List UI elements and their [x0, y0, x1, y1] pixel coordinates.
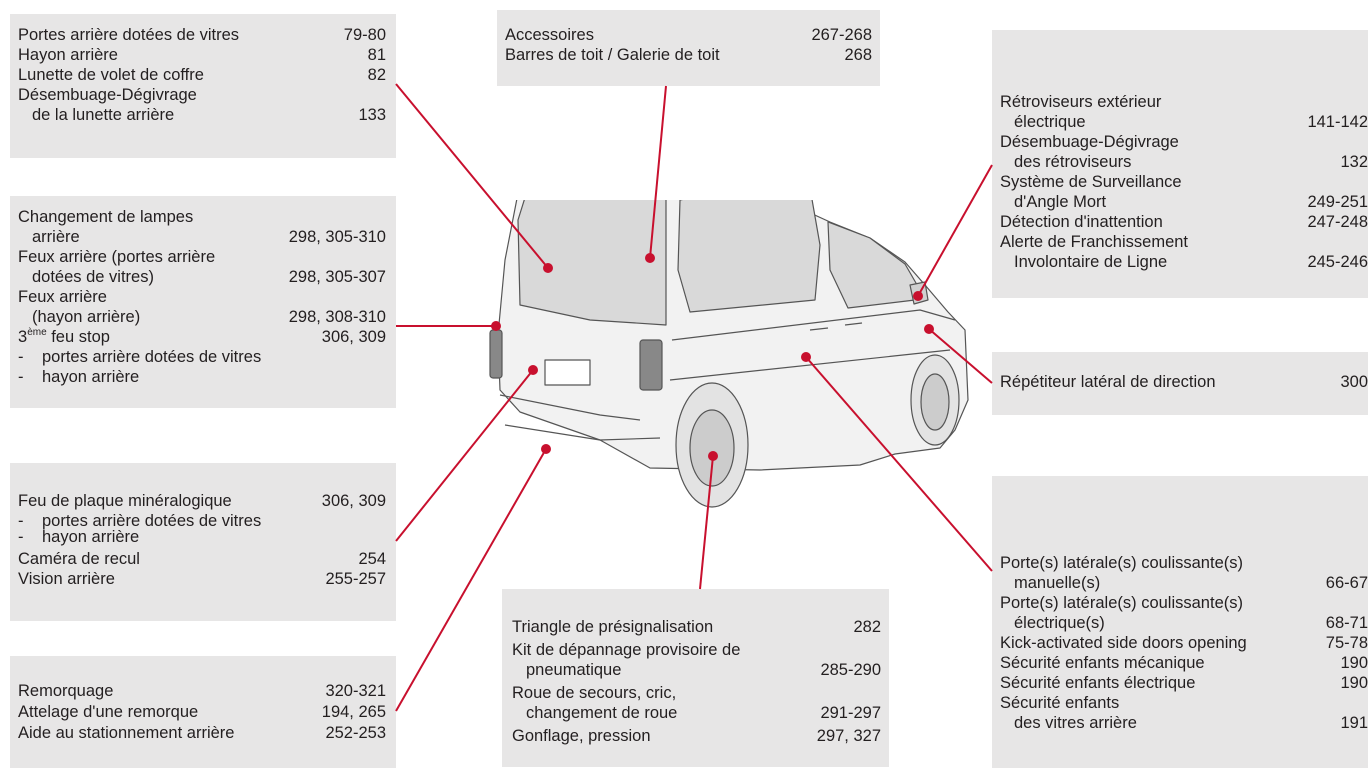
callout-row: électrique(s) 68-71 — [1014, 614, 1368, 632]
callout-row: Détection d'inattention 247-248 — [1000, 213, 1368, 231]
callout-row: Porte(s) latérale(s) coulissante(s) — [1000, 554, 1243, 572]
callout-row: électrique 141-142 — [1014, 113, 1368, 131]
page-ref[interactable]: 268 — [844, 46, 872, 64]
page-ref[interactable]: 255-257 — [325, 570, 386, 588]
third-brake-light-label: 3ème feu stop — [18, 326, 110, 346]
marker-dot — [541, 444, 551, 454]
page-ref[interactable]: 298, 305-310 — [288, 228, 386, 246]
page-ref[interactable]: 298, 308-310 — [288, 308, 386, 326]
page-ref[interactable]: 81 — [367, 46, 386, 64]
callout-row: Changement de lampes — [18, 208, 194, 226]
marker-dot — [645, 253, 655, 263]
callout-row: Sécurité enfants mécanique 190 — [1000, 654, 1368, 672]
callout-row: Triangle de présignalisation 282 — [512, 618, 881, 636]
marker-dot — [543, 263, 553, 273]
page-ref[interactable]: 68-71 — [1325, 614, 1368, 632]
callout-row: (hayon arrière) 298, 308-310 — [32, 308, 386, 326]
page-ref[interactable]: 306, 309 — [321, 328, 386, 346]
callout-row: dotées de vitres) 298, 305-307 — [32, 268, 386, 286]
callout-row: Sécurité enfants — [1000, 694, 1120, 712]
callout-row: Feux arrière — [18, 288, 107, 306]
callout-row: d'Angle Mort 249-251 — [1014, 193, 1368, 211]
page-ref[interactable]: 300 — [1340, 373, 1368, 391]
callout-row: Rétroviseurs extérieur — [1000, 93, 1162, 111]
callout-row: Répétiteur latéral de direction 300 — [1000, 373, 1368, 391]
callout-row: - portes arrière dotées de vitres — [18, 512, 262, 530]
callout-row: Système de Surveillance — [1000, 173, 1182, 191]
callout-row: Portes arrière dotées de vitres 79-80 — [18, 26, 386, 44]
page-ref[interactable]: 132 — [1340, 153, 1368, 171]
callout-row: Gonflage, pression 297, 327 — [512, 727, 881, 745]
page-ref[interactable]: 320-321 — [325, 682, 386, 700]
callout-row: - hayon arrière — [18, 368, 140, 386]
callout-row: changement de roue 291-297 — [526, 704, 881, 722]
page-ref[interactable]: 133 — [358, 106, 386, 124]
page-ref[interactable]: 79-80 — [343, 26, 386, 44]
callout-row: Accessoires 267-268 — [505, 26, 872, 44]
marker-dot — [924, 324, 934, 334]
leader-accessories — [650, 86, 666, 258]
page-ref[interactable]: 82 — [367, 66, 386, 84]
callout-row: - portes arrière dotées de vitres — [18, 348, 262, 366]
page-ref[interactable]: 282 — [853, 618, 881, 636]
callout-row: Sécurité enfants électrique 190 — [1000, 674, 1368, 692]
leader-mirrors — [918, 165, 992, 296]
callout-row: arrière 298, 305-310 — [32, 228, 386, 246]
marker-dot — [801, 352, 811, 362]
callout-row: Hayon arrière 81 — [18, 46, 386, 64]
page-ref[interactable]: 267-268 — [811, 26, 872, 44]
leader-plate-camera — [396, 370, 533, 541]
page-ref[interactable]: 252-253 — [325, 724, 386, 742]
callout-row: Caméra de recul 254 — [18, 550, 386, 568]
marker-dot — [528, 365, 538, 375]
callout-row: Roue de secours, cric, — [512, 684, 677, 702]
callout-row: Barres de toit / Galerie de toit 268 — [505, 46, 872, 64]
callout-row: Kick-activated side doors opening 75-78 — [1000, 634, 1368, 652]
page-ref[interactable]: 245-246 — [1307, 253, 1368, 271]
callout-row: Remorquage 320-321 — [18, 682, 386, 700]
callout-row: de la lunette arrière 133 — [32, 106, 386, 124]
callout-row: des vitres arrière 191 — [1014, 714, 1368, 732]
page-ref[interactable]: 297, 327 — [816, 727, 881, 745]
callout-row: Alerte de Franchissement — [1000, 233, 1189, 251]
callout-row: Lunette de volet de coffre 82 — [18, 66, 386, 84]
callout-row: pneumatique 285-290 — [526, 661, 881, 679]
page-ref[interactable]: 247-248 — [1307, 213, 1368, 231]
callout-row: Désembuage-Dégivrage — [18, 86, 197, 104]
callout-row: Porte(s) latérale(s) coulissante(s) — [1000, 594, 1243, 612]
page-ref[interactable]: 141-142 — [1307, 113, 1368, 131]
page-ref[interactable]: 190 — [1340, 654, 1368, 672]
callout-row: Vision arrière 255-257 — [18, 570, 386, 588]
callout-row: - hayon arrière — [18, 528, 140, 546]
callout-row: Attelage d'une remorque 194, 265 — [18, 703, 386, 721]
leader-repeater — [929, 329, 992, 383]
leader-rear-glass — [396, 84, 548, 268]
page-ref[interactable]: 254 — [358, 550, 386, 568]
page-ref[interactable]: 190 — [1340, 674, 1368, 692]
page-ref[interactable]: 66-67 — [1325, 574, 1368, 592]
page-ref[interactable]: 75-78 — [1325, 634, 1368, 652]
callout-row: Kit de dépannage provisoire de — [512, 641, 741, 659]
marker-dot — [708, 451, 718, 461]
page-ref[interactable]: 291-297 — [820, 704, 881, 722]
page-ref[interactable]: 285-290 — [820, 661, 881, 679]
callout-row: Feu de plaque minéralogique 306, 309 — [18, 492, 386, 510]
page-ref[interactable]: 306, 309 — [321, 492, 386, 510]
callout-row: manuelle(s) 66-67 — [1014, 574, 1368, 592]
callout-row: Désembuage-Dégivrage — [1000, 133, 1179, 151]
marker-dot — [913, 291, 923, 301]
page-ref[interactable]: 194, 265 — [321, 703, 386, 721]
marker-dot — [491, 321, 501, 331]
callout-row: Involontaire de Ligne 245-246 — [1014, 253, 1368, 271]
leader-towing — [396, 449, 546, 711]
leader-triangle — [700, 456, 713, 589]
page-ref[interactable]: 191 — [1340, 714, 1368, 732]
page-ref[interactable]: 249-251 — [1307, 193, 1368, 211]
callout-row: Feux arrière (portes arrière — [18, 248, 216, 266]
callout-row: Aide au stationnement arrière 252-253 — [18, 724, 386, 742]
leader-sliding-doors — [806, 357, 992, 571]
callout-row: des rétroviseurs 132 — [1014, 153, 1368, 171]
page-ref[interactable]: 298, 305-307 — [288, 268, 386, 286]
